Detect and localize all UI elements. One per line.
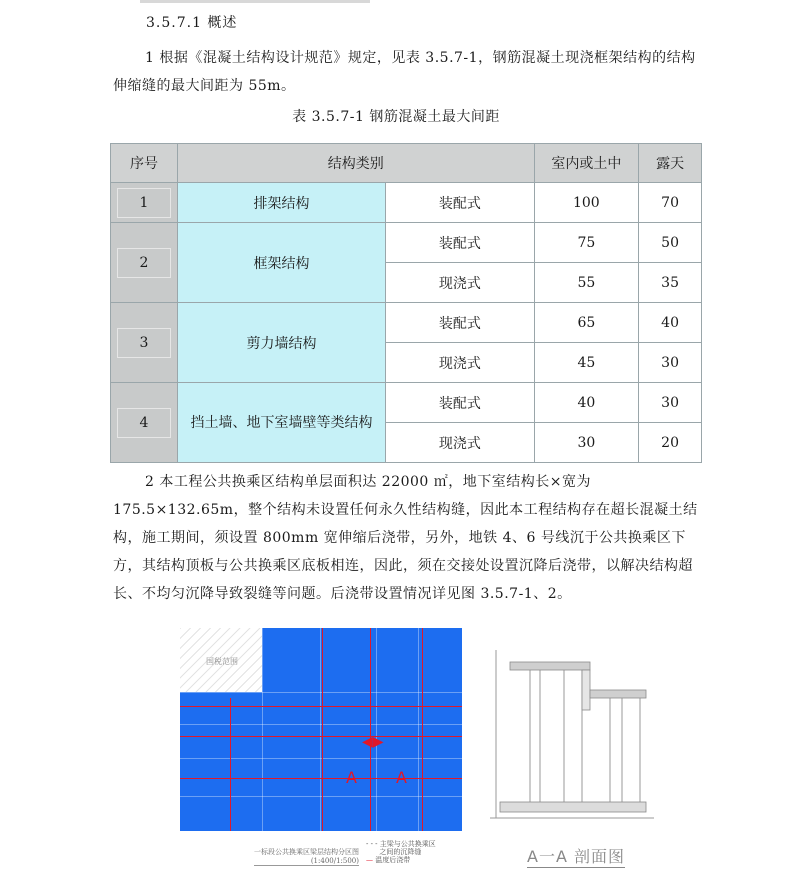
row-seq: 2 bbox=[117, 248, 171, 278]
post-pour-strip-line bbox=[422, 628, 423, 831]
table-row bbox=[111, 303, 702, 343]
row-seq: 3 bbox=[117, 328, 171, 358]
legend-item: - - - 主梁与公共换乘区 bbox=[366, 840, 436, 848]
row-outdoor: 70 bbox=[639, 183, 702, 223]
paragraph-2: 2 本工程公共换乘区结构单层面积达 22000 ㎡，地下室结构长×宽为 175.5×132.65m，整个结构未设置任何永久性结构缝，因此本工程结构存在超长混凝土结构，施工期间，须设置 800mm 宽伸缩后浇带，另外，地铁 4、6 号线沉于公共换乘区下方，其结构顶板与公共换乘区底板相连，因此，须在交接处设置沉降后浇带，以解决结构超长、不均匀沉降导致裂缝等问题。后浇带设置情况详见图 3.5.7-1、2。 bbox=[113, 474, 698, 602]
row-method: 现浇式 bbox=[386, 263, 534, 303]
arrow-icon: ◀▶ bbox=[362, 734, 384, 750]
header-seq: 序号 bbox=[111, 144, 178, 183]
section-caption: A一A 剖面图 bbox=[527, 844, 625, 868]
paragraph-2-block bbox=[113, 468, 705, 608]
grid-line bbox=[418, 628, 419, 831]
post-pour-strip-line bbox=[370, 628, 371, 831]
plan-scale: (1:400/1:500) bbox=[310, 857, 359, 865]
grid-line bbox=[320, 628, 321, 831]
row-method: 现浇式 bbox=[386, 343, 534, 383]
plan-caption bbox=[254, 847, 359, 866]
section-mark-a-right: A bbox=[396, 768, 407, 787]
header-indoor: 室内或土中 bbox=[534, 144, 639, 183]
row-seq-cell bbox=[111, 183, 178, 223]
grid-line bbox=[376, 628, 377, 831]
row-indoor: 100 bbox=[534, 183, 639, 223]
table-row bbox=[111, 223, 702, 263]
table-row bbox=[111, 383, 702, 423]
row-category: 剪力墙结构 bbox=[177, 303, 385, 383]
row-indoor: 30 bbox=[534, 423, 639, 463]
row-seq-cell bbox=[111, 223, 178, 303]
post-pour-strip-line bbox=[230, 698, 231, 831]
row-outdoor: 50 bbox=[639, 223, 702, 263]
row-method: 装配式 bbox=[386, 383, 534, 423]
section-mark-a-left: A bbox=[346, 768, 357, 787]
row-outdoor: 40 bbox=[639, 303, 702, 343]
plan-drawing bbox=[180, 628, 462, 831]
table-header-row bbox=[111, 144, 702, 183]
grid-line bbox=[180, 796, 462, 797]
row-indoor: 40 bbox=[534, 383, 639, 423]
grid-line bbox=[180, 758, 462, 759]
table-caption: 表 3.5.7-1 钢筋混凝土最大间距 bbox=[292, 109, 500, 125]
plan-legend bbox=[366, 840, 436, 864]
legend-item: 之间的沉降缝 bbox=[379, 848, 422, 856]
figures-area bbox=[0, 622, 792, 870]
hatched-area bbox=[180, 628, 262, 692]
post-pour-strip-line bbox=[322, 628, 323, 831]
grid-line bbox=[180, 692, 462, 693]
row-outdoor: 35 bbox=[639, 263, 702, 303]
plan-title: 一标段公共换乘区梁层结构分区图 bbox=[254, 848, 359, 856]
post-pour-strip-line bbox=[180, 778, 462, 779]
row-method: 装配式 bbox=[386, 303, 534, 343]
row-indoor: 55 bbox=[534, 263, 639, 303]
row-method: 装配式 bbox=[386, 183, 534, 223]
row-category: 挡土墙、地下室墙壁等类结构 bbox=[177, 383, 385, 463]
post-pour-strip-line bbox=[180, 736, 462, 737]
row-outdoor: 30 bbox=[639, 343, 702, 383]
row-indoor: 65 bbox=[534, 303, 639, 343]
grid-line bbox=[262, 628, 263, 831]
row-seq-cell bbox=[111, 303, 178, 383]
grid-line bbox=[180, 724, 462, 725]
table-row bbox=[111, 183, 702, 223]
row-category: 排架结构 bbox=[177, 183, 385, 223]
paragraph-1-block bbox=[113, 44, 705, 100]
expansion-joint-table bbox=[110, 143, 702, 463]
row-seq: 4 bbox=[117, 408, 171, 438]
hatch-label: 国税范围 bbox=[206, 657, 238, 666]
top-rule bbox=[140, 0, 370, 3]
row-category: 框架结构 bbox=[177, 223, 385, 303]
row-method: 装配式 bbox=[386, 223, 534, 263]
header-type: 结构类别 bbox=[177, 144, 534, 183]
row-outdoor: 30 bbox=[639, 383, 702, 423]
row-indoor: 45 bbox=[534, 343, 639, 383]
row-method: 现浇式 bbox=[386, 423, 534, 463]
row-outdoor: 20 bbox=[639, 423, 702, 463]
row-seq: 1 bbox=[117, 188, 171, 218]
paragraph-1: 1 根据《混凝土结构设计规范》规定，见表 3.5.7-1，钢筋混凝土现浇框架结构的结构伸缩缝的最大间距为 55m。 bbox=[113, 50, 696, 94]
section-drawing bbox=[490, 642, 654, 822]
post-pour-strip-line bbox=[180, 706, 462, 707]
row-indoor: 75 bbox=[534, 223, 639, 263]
header-outdoor: 露天 bbox=[639, 144, 702, 183]
row-seq-cell bbox=[111, 383, 178, 463]
legend-item: — 温度后浇带 bbox=[366, 856, 411, 864]
section-heading: 3.5.7.1 概述 bbox=[146, 15, 238, 31]
